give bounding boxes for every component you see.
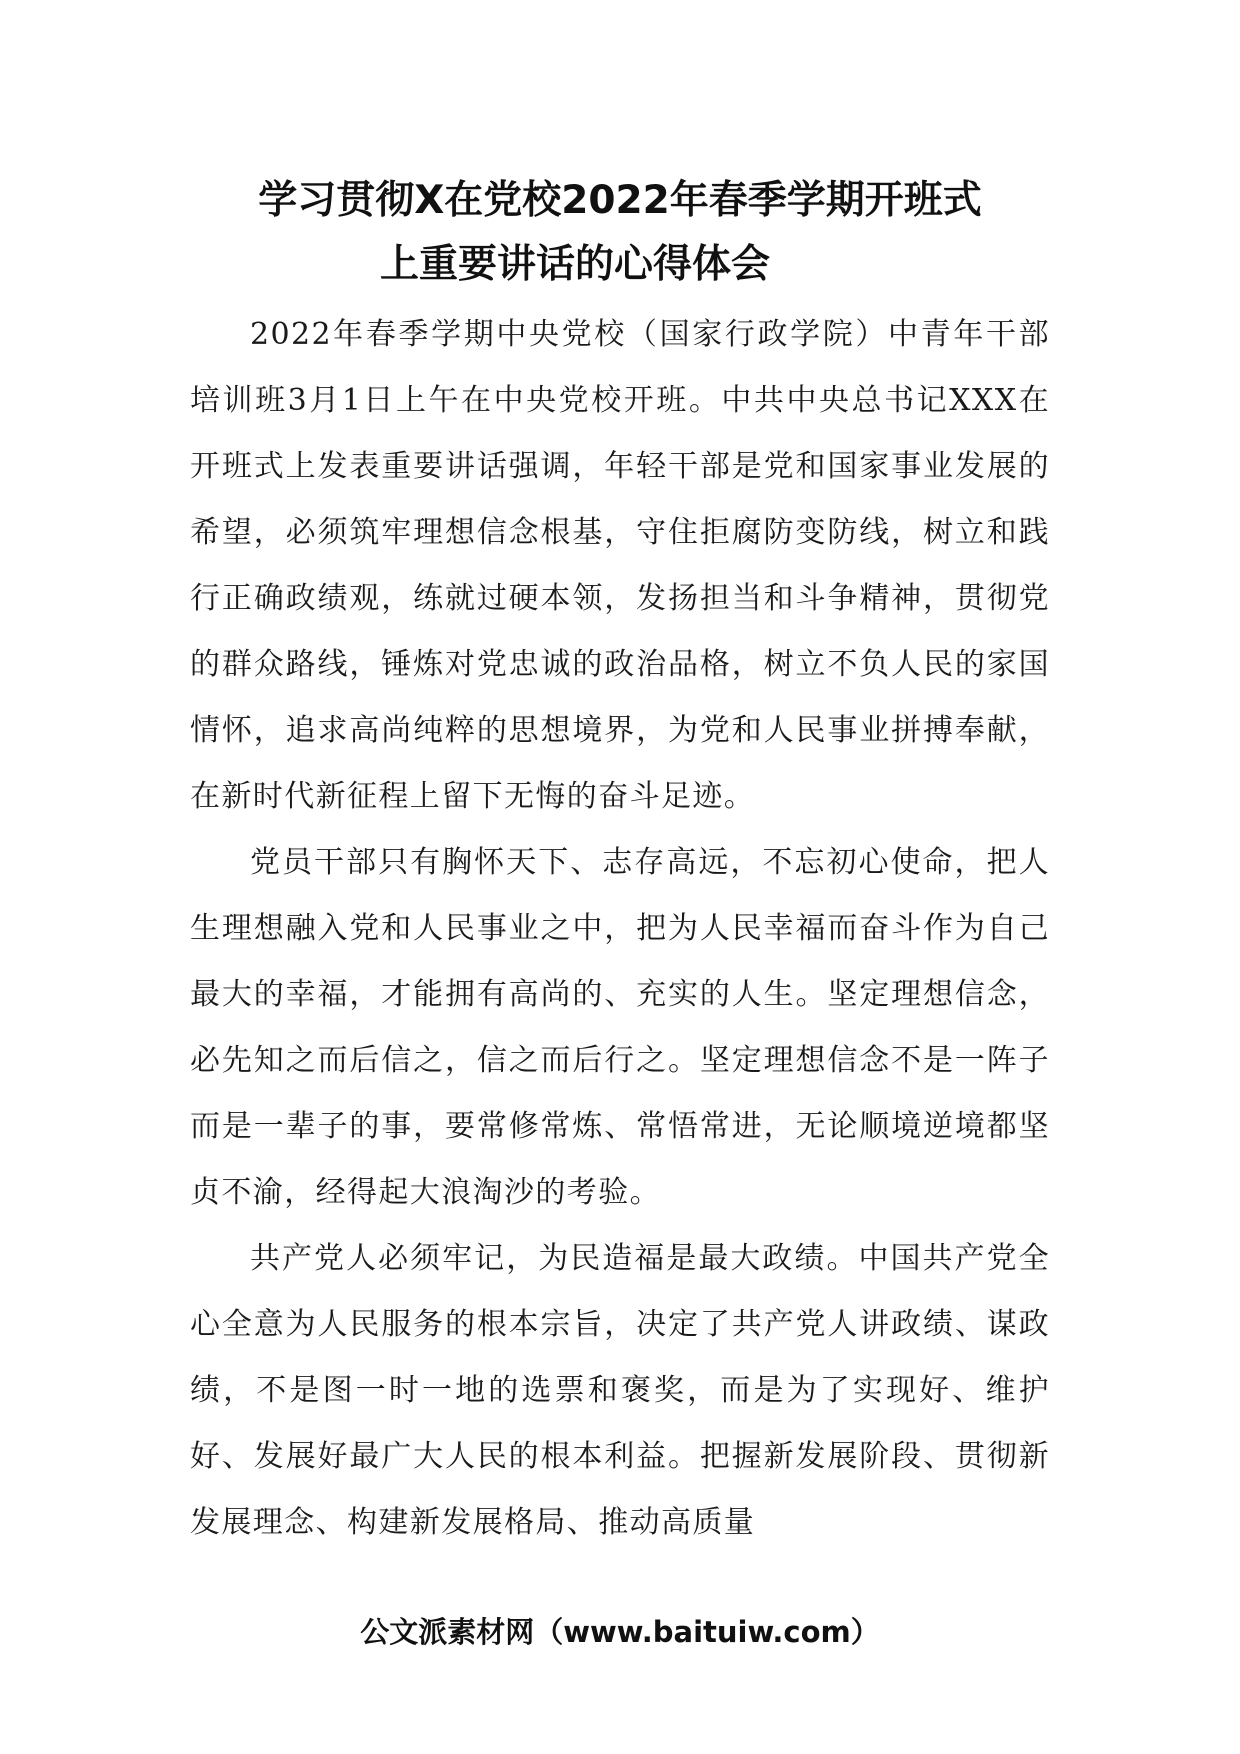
paragraph: 党员干部只有胸怀天下、志存高远，不忘初心使命，把人生理想融入党和人民事业之中，把为人民幸福而奋斗作为自己最大的幸福，才能拥有高尚的、充实的人生。坚定理想信念，必先知之而后信之，信之而后行之。坚定理想信念不是一阵子而是一辈子的事，要常修常炼、常悟常进，无论顺境逆境都坚贞不渝，经得起大浪淘沙的考验。 [190, 845, 1050, 1210]
document-title-line-2: 上重要讲话的心得体会 [379, 242, 770, 287]
paragraph: 共产党人必须牢记，为民造福是最大政绩。中国共产党全心全意为人民服务的根本宗旨，决定了共产党人讲政绩、谋政绩，不是图一时一地的选票和褒奖，而是为了实现好、维护好、发展好最广大人民的根本利益。把握新发展阶段、贯彻新发展理念、构建新发展格局、推动高质量 [190, 1241, 1050, 1540]
page-footer: 公文派素材网（www.baituiw.com） [360, 1615, 880, 1649]
document-title-line-1: 学习贯彻X在党校2022年春季学期开班式 [258, 178, 982, 223]
document-body [190, 302, 1050, 1556]
paragraph: 2022年春季学期中央党校（国家行政学院）中青年干部培训班3月1日上午在中央党校开班。中共中央总书记XXX在开班式上发表重要讲话强调，年轻干部是党和国家事业发展的希望，必须筑牢理想信念根基，守住拒腐防变防线，树立和践行正确政绩观，练就过硬本领，发扬担当和斗争精神，贯彻党的群众路线，锤炼对党忠诚的政治品格，树立不负人民的家国情怀，追求高尚纯粹的思想境界，为党和人民事业拼搏奉献，在新时代新征程上留下无悔的奋斗足迹。 [190, 317, 1050, 814]
